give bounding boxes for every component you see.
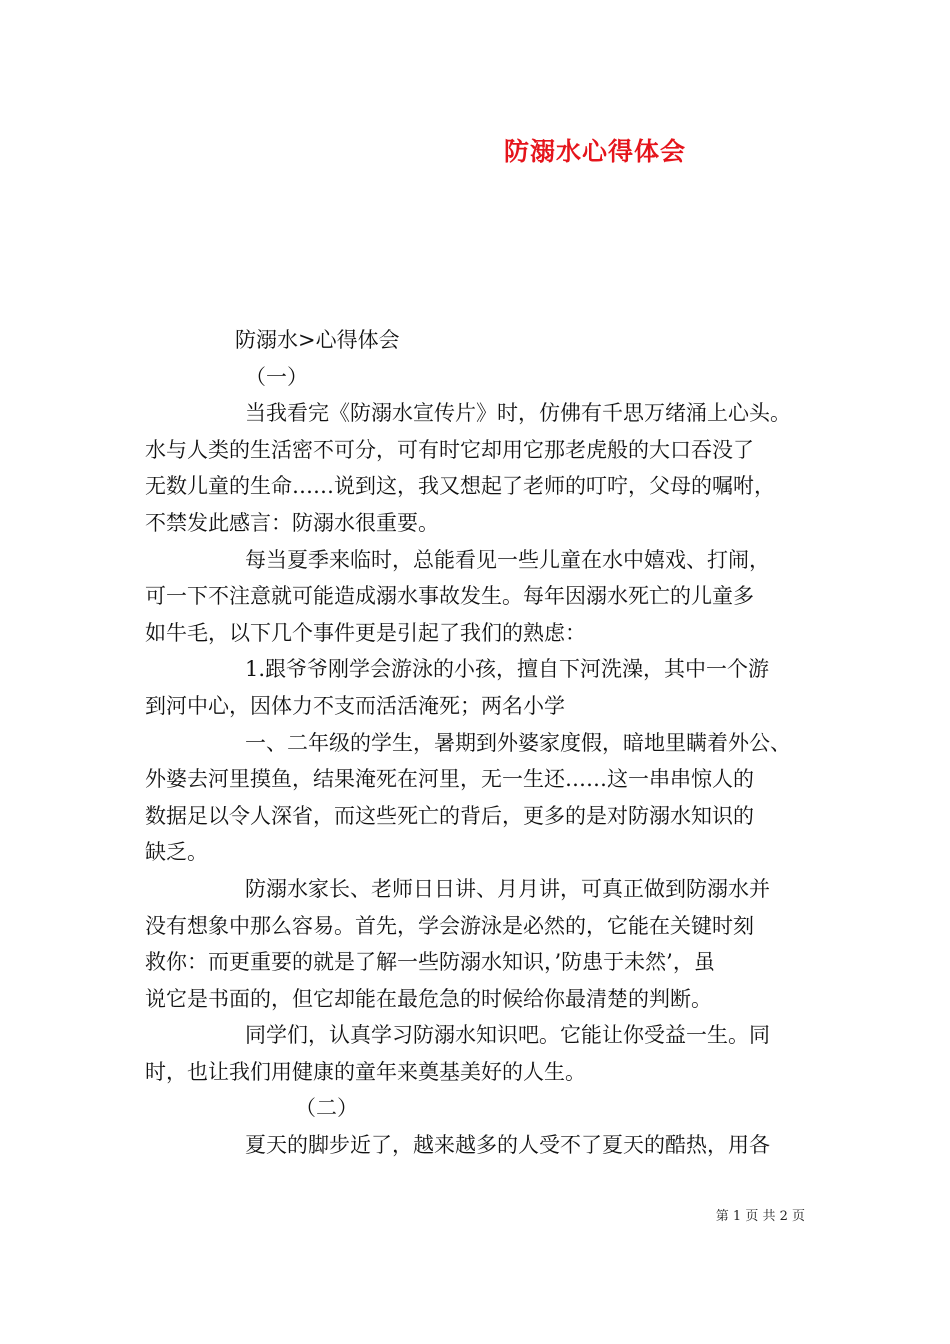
paragraph-line: 水与人类的生活密不可分，可有时它却用它那老虎般的大口吞没了 (145, 437, 754, 462)
paragraph-line: 救你：而更重要的就是了解一些防溺水知识，’防患于未然’，虽 (145, 950, 715, 975)
paragraph-line: 无数儿童的生命……说到这，我又想起了老师的叮咛，父母的嘱咐， (145, 474, 775, 499)
paragraph-line: 说它是书面的，但它却能在最危急的时候给你最清楚的判断。 (145, 986, 712, 1011)
paragraph-line: 夏天的脚步近了，越来越多的人受不了夏天的酷热，用各 (245, 1133, 770, 1158)
paragraph (145, 542, 815, 652)
paragraph-line: 时，也让我们用健康的童年来奠基美好的人生。 (145, 1059, 586, 1084)
section-label-1: （一） (245, 364, 308, 389)
page-footer: 第 1 页 共 2 页 (715, 1209, 805, 1224)
paragraph-line: 如牛毛，以下几个事件更是引起了我们的熟虑： (145, 620, 586, 645)
paragraph-line: 1.跟爷爷刚学会游泳的小孩，擅自下河洗澡，其中一个游 (245, 657, 770, 682)
section-label-2: （二） (295, 1096, 358, 1121)
paragraph-line: 同学们，认真学习防溺水知识吧。它能让你受益一生。同 (245, 1023, 770, 1048)
paragraph (145, 725, 815, 871)
paragraph (145, 871, 815, 1017)
paragraph-line: 不禁发此感言：防溺水很重要。 (145, 510, 439, 535)
paragraph-line: 数据足以令人深省，而这些死亡的背后，更多的是对防溺水知识的 (145, 803, 754, 828)
paragraph-line: 一、二年级的学生，暑期到外婆家度假，暗地里瞒着外公、 (245, 730, 791, 755)
paragraph (145, 395, 815, 541)
document-title: 防溺水心得体会 (503, 137, 686, 166)
paragraph-line: 到河中心，因体力不支而活活淹死；两名小学 (145, 693, 565, 718)
paragraph-line: 缺乏。 (145, 840, 208, 865)
subheading: 防溺水>心得体会 (235, 328, 400, 352)
paragraph-line: 防溺水家长、老师日日讲、月月讲，可真正做到防溺水并 (245, 876, 770, 901)
paragraph (145, 1017, 815, 1090)
paragraph-line: 没有想象中那么容易。首先，学会游泳是必然的，它能在关键时刻 (145, 913, 754, 938)
paragraph-line: 当我看完《防溺水宣传片》时，仿佛有千思万绪涌上心头。 (245, 401, 791, 426)
paragraph-line: 外婆去河里摸鱼，结果淹死在河里，无一生还……这一串串惊人的 (145, 767, 754, 792)
paragraph-line: 可一下不注意就可能造成溺水事故发生。每年因溺水死亡的儿童多 (145, 584, 754, 609)
paragraph-line: 每当夏季来临时，总能看见一些儿童在水中嬉戏、打闹， (245, 547, 770, 572)
paragraph (145, 651, 815, 724)
document-body (145, 322, 815, 1164)
